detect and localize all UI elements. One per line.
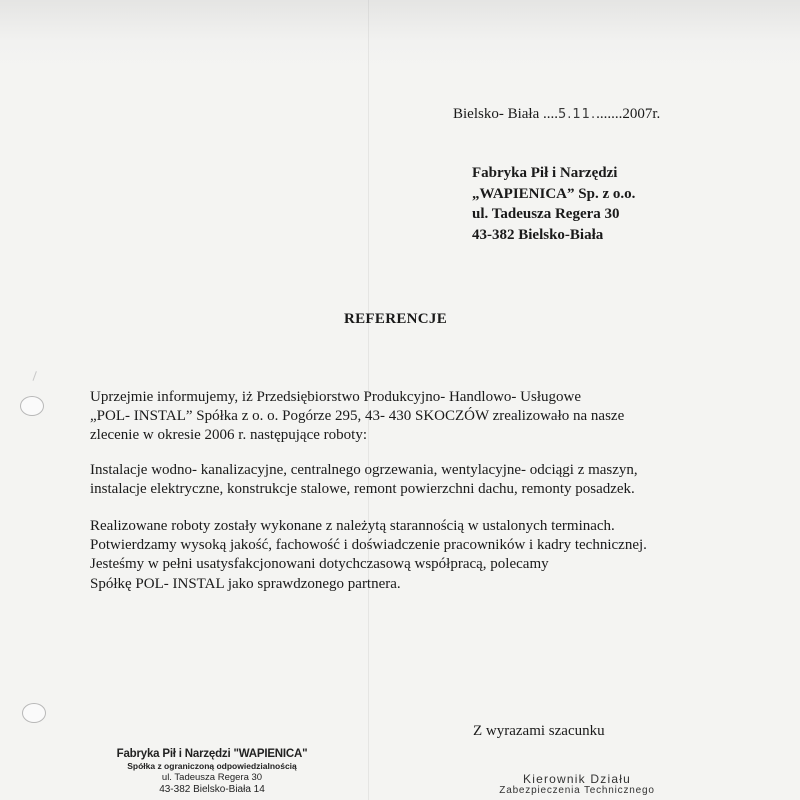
document-title: REFERENCJE: [344, 311, 448, 327]
scan-shadow: [0, 0, 800, 70]
place-name: Bielsko- Biała: [453, 106, 540, 122]
signature-stamp: [487, 772, 667, 796]
paragraph-line: Uprzejmie informujemy, iż Przedsiębiorstwo Produkcyjno- Handlowo- Usługowe: [90, 389, 582, 405]
recipient-line: ul. Tadeusza Regera 30: [472, 206, 620, 222]
handwritten-date: 5.11.: [558, 107, 597, 122]
stamp-line: Zabezpieczenia Technicznego: [499, 785, 655, 796]
recipient-line: 43-382 Bielsko-Biała: [472, 226, 604, 243]
punch-hole-icon: [20, 396, 44, 416]
date-dots: ....: [543, 106, 558, 122]
date-dots: .......: [596, 106, 623, 122]
closing-salutation: Z wyrazami szacunku: [473, 723, 605, 739]
paragraph-line: Potwierdzamy wysoką jakość, fachowość i doświadczenie pracowników i kadry technicznej.: [90, 537, 647, 554]
paragraph-assessment: [90, 517, 647, 594]
paragraph-line: Spółkę POL- INSTAL jako sprawdzonego partnera.: [90, 575, 401, 592]
place-date-line: [453, 106, 660, 123]
stamp-line: 43-382 Bielsko-Biała 14: [159, 784, 265, 795]
stamp-line: Spółka z ograniczoną odpowiedzialnością: [127, 761, 297, 771]
paragraph-line: „POL- INSTAL” Spółka z o. o. Pogórze 295, 43- 430 SKOCZÓW zrealizowało na nasze: [90, 408, 625, 425]
date-year: 2007r.: [622, 106, 661, 122]
stamp-line: Fabryka Pił i Narzędzi "WAPIENICA": [116, 748, 308, 760]
recipient-address: [472, 163, 635, 245]
paragraph-line: Jesteśmy w pełni usatysfakcjonowani dotychczasową współpracą, polecamy: [90, 556, 549, 573]
paragraph-line: Realizowane roboty zostały wykonane z należytą starannością w ustalonych terminach.: [90, 518, 615, 534]
stamp-line: ul. Tadeusza Regera 30: [161, 772, 263, 783]
stamp-line: Kierownik Działu: [523, 772, 631, 786]
pencil-mark: [33, 371, 43, 383]
punch-hole-icon: [22, 703, 46, 723]
paragraph-line: Instalacje wodno- kanalizacyjne, centralnego ogrzewania, wentylacyjne- odciągi z maszyn,: [90, 462, 638, 478]
company-stamp: [112, 748, 312, 795]
paragraph-intro: [90, 388, 624, 446]
paragraph-line: zlecenie w okresie 2006 r. następujące roboty:: [90, 427, 367, 444]
paragraph-line: instalacje elektryczne, konstrukcje stalowe, remont powierzchni dachu, remonty posadzek.: [90, 481, 635, 498]
paragraph-works: [90, 461, 638, 499]
recipient-line: „WAPIENICA” Sp. z o.o.: [472, 185, 636, 202]
recipient-line: Fabryka Pił i Narzędzi: [472, 165, 618, 181]
